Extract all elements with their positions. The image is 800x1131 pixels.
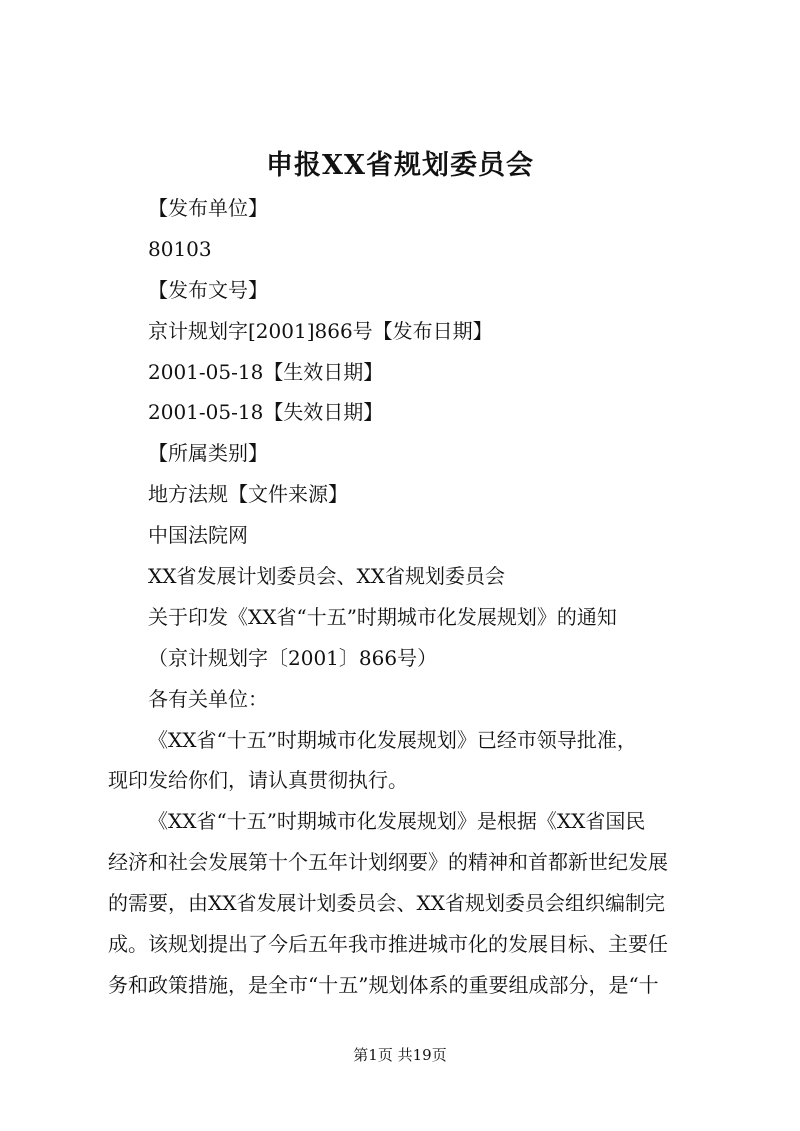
paragraph-line: 务和政策措施，是全市“十五”规划体系的重要组成部分，是“十 xyxy=(108,972,659,997)
document-body xyxy=(108,192,698,1010)
category-line: 地方法规【文件来源】 xyxy=(148,482,348,507)
issuer-line: XX省发展计划委员会、XX省规划委员会 xyxy=(148,564,505,589)
salutation: 各有关单位： xyxy=(148,686,268,711)
label-category: 【所属类别】 xyxy=(148,441,268,466)
doc-number-line: 京计规划字[2001]866号【发布日期】 xyxy=(148,318,493,343)
notice-title: 关于印发《XX省“十五”时期城市化发展规划》的通知 xyxy=(148,604,617,629)
publish-date-line: 2001-05-18【生效日期】 xyxy=(148,359,384,384)
label-publisher: 【发布单位】 xyxy=(148,196,268,220)
paragraph-line: 的需要，由XX省发展计划委员会、XX省规划委员会组织编制完 xyxy=(108,891,665,916)
notice-number: （京计规划字〔2001〕866号） xyxy=(148,645,438,670)
page-number-footer: 第1页 共19页 xyxy=(353,1046,447,1064)
paragraph-line: 现印发给你们，请认真贯彻执行。 xyxy=(108,768,408,793)
paragraph-line: 成。该规划提出了今后五年我市推进城市化的发展目标、主要任 xyxy=(108,932,668,957)
effective-date-line: 2001-05-18【失效日期】 xyxy=(148,400,384,425)
label-doc-number: 【发布文号】 xyxy=(148,277,268,302)
paragraph-line: 《XX省“十五”时期城市化发展规划》是根据《XX省国民 xyxy=(148,809,646,834)
document-title: 申报XX省规划委员会 xyxy=(266,150,534,181)
source-line: 中国法院网 xyxy=(148,523,248,548)
paragraph-line: 经济和社会发展第十个五年计划纲要》的精神和首都新世纪发展 xyxy=(108,850,668,875)
paragraph-line: 《XX省“十五”时期城市化发展规划》已经市领导批准， xyxy=(148,727,637,752)
publisher-code: 80103 xyxy=(148,236,212,261)
